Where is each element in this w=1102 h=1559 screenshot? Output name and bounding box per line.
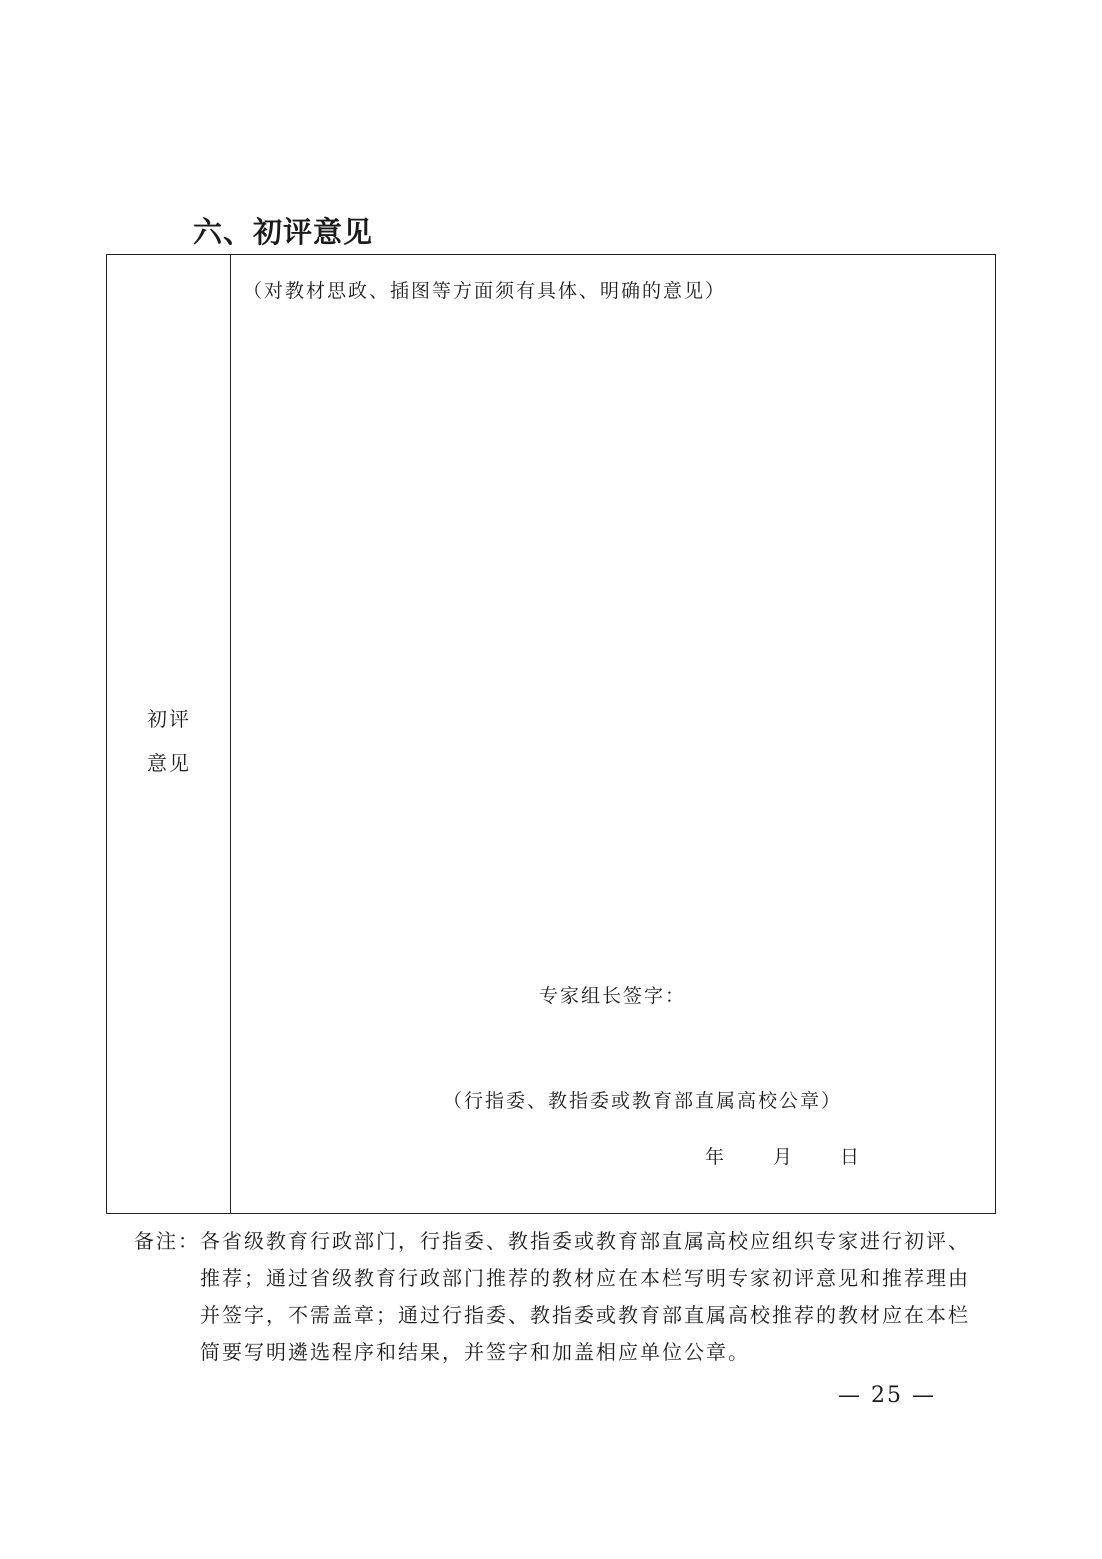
remarks-line-3: 并签字，不需盖章；通过行指委、教指委或教育部直属高校推荐的教材应在本栏: [200, 1303, 970, 1327]
remarks-line-2: 推荐；通过省级教育行政部门推荐的教材应在本栏写明专家初评意见和推荐理由: [200, 1266, 970, 1290]
remarks-label: 备注：: [134, 1229, 200, 1253]
row-label-line-1: 初评: [147, 707, 191, 731]
row-label-line-2: 意见: [147, 751, 191, 775]
review-opinion-table: [106, 254, 996, 1214]
date-month-label: 月: [773, 1146, 793, 1168]
official-seal-note: （行指委、教指委或教育部直属高校公章）: [443, 1090, 843, 1112]
opinion-instruction: （对教材思政、插图等方面须有具体、明确的意见）: [243, 280, 727, 302]
page-number: — 25 —: [838, 1383, 936, 1408]
expert-leader-signature-label: 专家组长签字：: [539, 985, 687, 1007]
date-day-label: 日: [840, 1146, 860, 1168]
remarks-line-4: 简要写明遴选程序和结果，并签字和加盖相应单位公章。: [200, 1340, 750, 1364]
opinion-content-cell[interactable]: [231, 255, 995, 1213]
section-title: 六、初评意见: [193, 215, 374, 249]
row-label-cell: [107, 255, 231, 1213]
remarks-line-1: 各省级教育行政部门，行指委、教指委或教育部直属高校应组织专家进行初评、: [200, 1229, 970, 1253]
date-year-label: 年: [705, 1146, 725, 1168]
